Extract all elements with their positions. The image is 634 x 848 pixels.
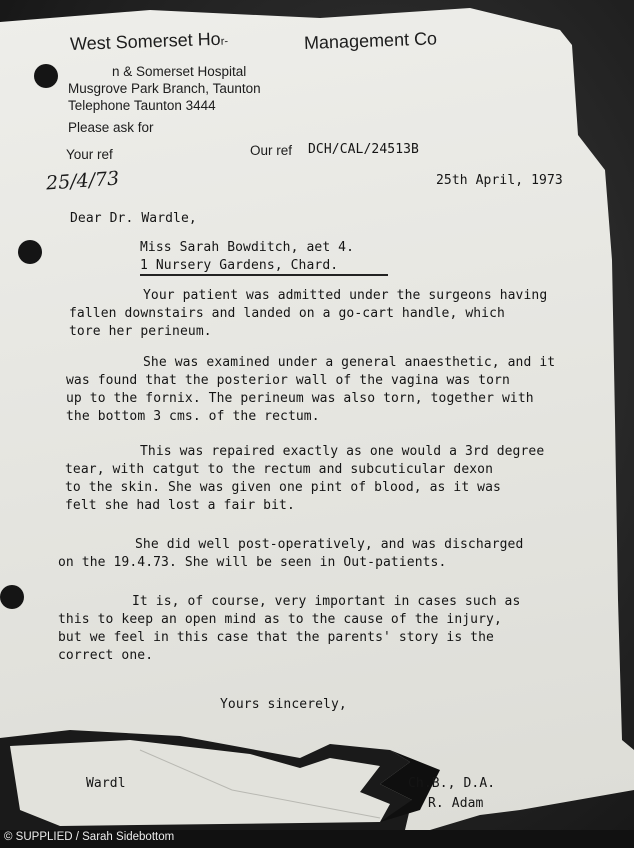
body-line: tear, with catgut to the rectum and subcuticular dexon: [65, 462, 494, 477]
patient-address-line: 1 Nursery Gardens, Chard.: [140, 258, 339, 273]
body-line: Your patient was admitted under the surgeons having: [143, 288, 548, 303]
body-line: She did well post-operatively, and was discharged: [135, 537, 524, 552]
org-name-torn: r-: [220, 35, 229, 48]
body-line: this to keep an open mind as to the cause of the injury,: [58, 612, 502, 627]
body-line: This was repaired exactly as one would a 3rd degree: [140, 444, 545, 459]
punch-hole: [34, 64, 58, 88]
our-ref-label: Our ref: [250, 143, 293, 158]
closing: Yours sincerely,: [220, 697, 347, 712]
hospital-name: n & Somerset Hospital: [112, 64, 247, 79]
salutation: Dear Dr. Wardle,: [70, 211, 197, 226]
body-line: on the 19.4.73. She will be seen in Out-patients.: [58, 555, 447, 570]
body-line: to the skin. She was given one pint of blood, as it was: [65, 480, 501, 495]
body-line: the bottom 3 cms. of the rectum.: [66, 409, 320, 424]
org-name-left: West Somerset Ho: [69, 28, 221, 54]
letter-date: 25th April, 1973: [436, 173, 563, 188]
org-name-right: Management Co: [303, 28, 438, 53]
body-line: It is, of course, very important in cases such as: [132, 594, 521, 609]
please-ask-for-label: Please ask for: [68, 120, 154, 135]
body-line: tore her perineum.: [69, 324, 212, 339]
body-line: correct one.: [58, 648, 154, 663]
punch-hole: [0, 585, 24, 609]
body-line: felt she had lost a fair bit.: [65, 498, 295, 513]
signatory-qualifications: Ch.B., D.A.: [408, 776, 496, 791]
handwritten-date: 25/4/73: [45, 167, 120, 195]
body-line: was found that the posterior wall of the vagina was torn: [66, 373, 510, 388]
branch-address: Musgrove Park Branch, Taunton: [68, 81, 261, 96]
photo-credit: © SUPPLIED / Sarah Sidebottom: [4, 831, 175, 843]
body-line: but we feel in this case that the parents' story is the: [58, 630, 494, 645]
body-line: She was examined under a general anaesthetic, and it: [143, 355, 556, 370]
telephone: Telephone Taunton 3444: [68, 98, 216, 113]
cc-recipient-fragment: Wardl: [86, 776, 126, 791]
body-line: up to the fornix. The perineum was also torn, together with: [66, 391, 534, 406]
your-ref-label: Your ref: [66, 147, 113, 162]
signatory-name: R. Adam: [428, 796, 484, 811]
torn-paper-edge: [0, 700, 634, 848]
patient-name-line: Miss Sarah Bowditch, aet 4.: [140, 240, 355, 255]
our-ref-value: DCH/CAL/24513B: [308, 142, 419, 157]
address-underline: [140, 274, 388, 276]
punch-hole: [18, 240, 42, 264]
body-line: fallen downstairs and landed on a go-cart handle, which: [69, 306, 505, 321]
